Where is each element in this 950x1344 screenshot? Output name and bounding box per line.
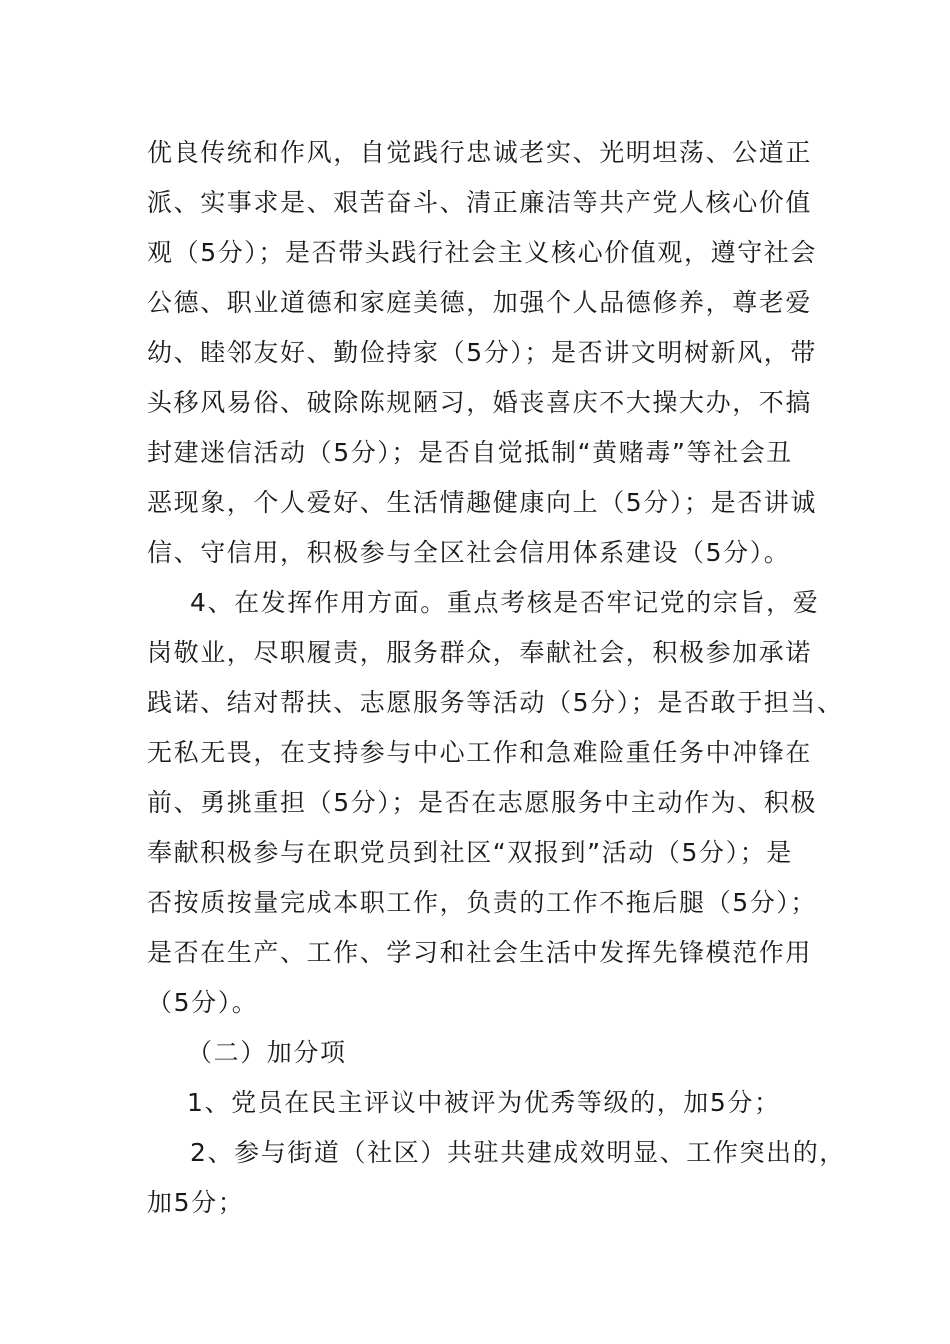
paragraph-start-line: 1、党员在民主评议中被评为优秀等级的，加5分； (187, 1088, 781, 1117)
text-line: 加5分； (147, 1188, 245, 1217)
text-line: 封建迷信活动（5分）；是否自觉抵制“黄赌毒”等社会丑 (147, 438, 793, 467)
text-line: 奉献积极参与在职党员到社区“双报到”活动（5分）；是 (147, 838, 793, 867)
paragraph-start-line: 2、参与街道（社区）共驻共建成效明显、工作突出的， (190, 1138, 846, 1167)
text-line: 优良传统和作风，自觉践行忠诚老实、光明坦荡、公道正 (147, 138, 813, 167)
text-line: （5分）。 (147, 988, 259, 1017)
text-line: 岗敬业，尽职履责，服务群众，奉献社会，积极参加承诺 (147, 638, 813, 667)
text-line: 公德、职业道德和家庭美德，加强个人品德修养，尊老爱 (147, 288, 813, 317)
section-heading: （二）加分项 (187, 1038, 347, 1067)
text-line: 否按质按量完成本职工作，负责的工作不拖后腿（5分）； (147, 888, 818, 917)
text-line: 是否在生产、工作、学习和社会生活中发挥先锋模范作用 (147, 938, 813, 967)
text-line: 观（5分）；是否带头践行社会主义核心价值观，遵守社会 (147, 238, 818, 267)
text-line: 幼、睦邻友好、勤俭持家（5分）；是否讲文明树新风，带 (147, 338, 818, 367)
paragraph-start-line: 4、在发挥作用方面。重点考核是否牢记党的宗旨，爱 (190, 588, 820, 617)
text-line: 无私无畏，在支持参与中心工作和急难险重任务中冲锋在 (147, 738, 813, 767)
text-line: 恶现象，个人爱好、生活情趣健康向上（5分）；是否讲诚 (147, 488, 818, 517)
text-line: 头移风易俗、破除陈规陋习，婚丧喜庆不大操大办，不搞 (147, 388, 813, 417)
text-line: 信、守信用，积极参与全区社会信用体系建设（5分）。 (147, 538, 791, 567)
text-line: 践诺、结对帮扶、志愿服务等活动（5分）；是否敢于担当、 (147, 688, 844, 717)
text-line: 前、勇挑重担（5分）；是否在志愿服务中主动作为、积极 (147, 788, 818, 817)
text-line: 派、实事求是、艰苦奋斗、清正廉洁等共产党人核心价值 (147, 188, 813, 217)
